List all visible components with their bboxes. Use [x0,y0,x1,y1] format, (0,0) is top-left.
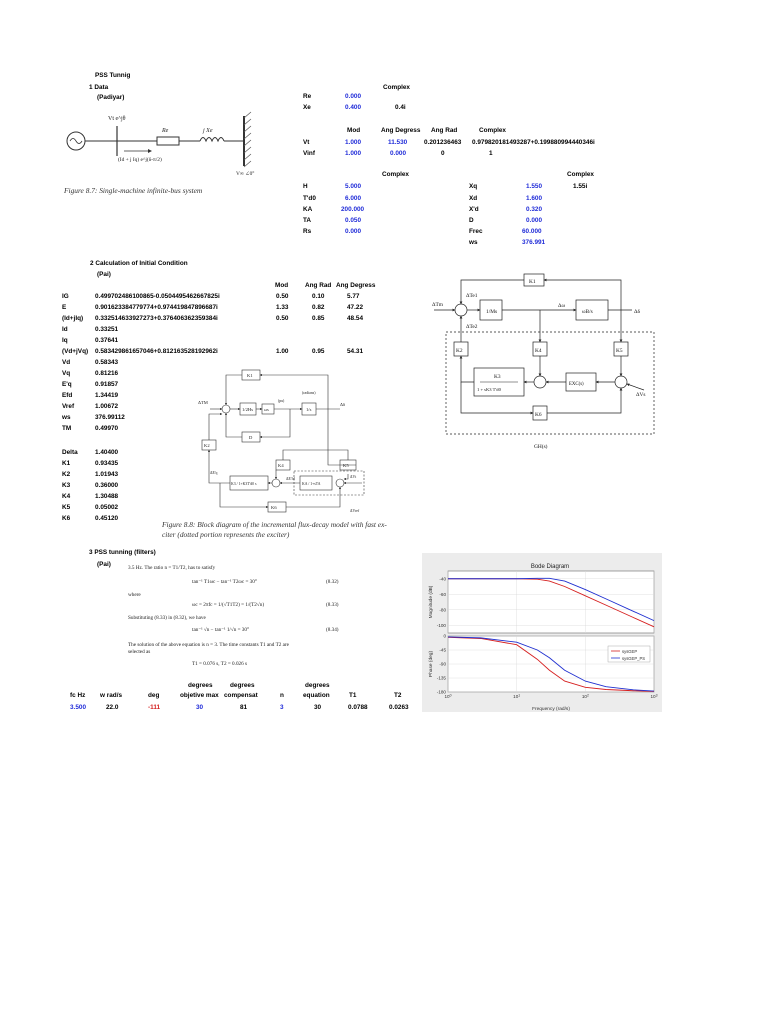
bode-xlabel: Frequency (rad/s) [532,707,570,712]
magnitude-tick-label: -80 [439,607,446,613]
x-tick-label: $10^0$ [444,693,452,699]
tdo-label: T'd0 [303,195,316,202]
x-tick-label: $10^2$ [581,693,589,699]
magnitude-tick-label: -40 [439,576,446,582]
blk2-tm: ΔTm [432,302,443,308]
init-row-rad: 0.85 [312,315,325,322]
legend-sysgep-ps: sysGEP_PS [622,656,646,661]
complex-header-2: Complex [382,171,409,178]
init-row-label: Id [62,326,68,333]
blk2-k5: K5 [616,348,623,354]
init-row-value: 1.00672 [95,403,119,410]
phase-tick-label: -135 [436,675,446,681]
init-row-label: Efd [62,392,73,399]
hdr-n: n [280,692,284,699]
ta-value[interactable]: 0.050 [345,217,361,224]
init-row-value: 0.49970 [95,425,119,432]
h-value[interactable]: 5.000 [345,183,361,190]
blk2-k2: K2 [456,348,463,354]
val-wrad: 22.0 [106,704,119,711]
vt-complex: 0.979820181493287+0.199880994440346i [472,139,595,146]
d-value[interactable]: 0.000 [526,217,542,224]
xd-label: Xd [469,195,478,202]
xq-label: Xq [469,183,478,190]
section-3-title: 3 PSS tunning (filters) [89,549,156,556]
blk1-k6: K6 [271,505,277,510]
hdr-t2: T2 [394,692,402,699]
init-row-value: 0.332514633927273+0.376406362359384i [95,315,218,322]
constant-value: 0.36000 [95,482,119,489]
section-3-source: (Pai) [97,561,111,568]
xpd-label: X'd [469,206,479,213]
constant-value: 0.93435 [95,460,119,467]
blk2-k1: K1 [529,279,536,285]
blk1-exc: KA / 1+sTA [302,482,321,486]
rs-label: Rs [303,228,312,235]
x-tick-label: $10^1$ [513,693,521,699]
blk2-ghs: GH(s) [534,444,548,450]
constant-label: K2 [62,471,71,478]
xd-value[interactable]: 1.600 [526,195,542,202]
x-tick-label: $10^3$ [650,693,658,699]
vt-mod[interactable]: 1.000 [345,139,361,146]
val-compensat: 81 [240,704,248,711]
blk1-field: K3 / 1+K3T'd0 s [231,482,257,486]
textbook-eq3-num: (8.34) [326,627,339,633]
val-objetive[interactable]: 30 [196,704,204,711]
d-label: D [469,217,474,224]
blk1-radians: (radians) [302,391,316,395]
ta-label: TA [303,217,312,224]
init-row-rad: 0.95 [312,348,325,355]
section-1-source: (Padiyar) [97,94,125,101]
sum-junction-2 [272,479,280,487]
hdr-degrees-b: degrees [230,682,255,689]
blk2-omega: Δω [558,303,566,309]
gh-block-diagram [430,266,660,462]
vinf-deg[interactable]: 0.000 [390,150,406,157]
blk2-te2: ΔTe2 [466,324,478,330]
vt-deg[interactable]: 11.530 [388,139,408,146]
gh-dotted-region [446,332,654,434]
blk2-k4: K4 [535,348,542,354]
constant-value: 0.45120 [95,515,119,522]
complex-header-3: Complex [567,171,594,178]
init-row-deg: 54.31 [347,348,363,355]
blk2-k6: K6 [535,412,542,418]
init-row-value: 0.499702486100865-0.0504495462667825i [95,293,220,300]
blk2-delta: Δδ [634,309,641,315]
block1-caption-line1: Figure 8.8: Block diagram of the incremental flux-decay model with fast ex- [162,520,387,529]
xe-value[interactable]: 0.400 [345,104,361,111]
bode-diagram-chart [422,553,662,712]
page-title: PSS Tunnig [95,72,131,79]
complex-header-1: Complex [383,84,410,91]
smib-re-label: Re [162,128,169,134]
blk1-pu: (pu) [278,399,285,403]
val-n[interactable]: 3 [280,704,284,711]
blk2-vs: ΔVs [636,392,646,398]
blk1-k2: K2 [204,443,210,448]
val-fc[interactable]: 3.500 [70,704,86,711]
col-ang-rad: Ang Rad [431,127,458,134]
init-row-label: TM [62,425,72,432]
init-col-mod: Mod [275,282,289,289]
bode-legend [608,646,650,662]
hdr-wrad: w rad/s [100,692,123,699]
textbook-excerpt [128,563,368,673]
re-value[interactable]: 0.000 [345,93,361,100]
sum-junction-2 [534,376,546,388]
blk2-te1: ΔTe1 [466,293,478,299]
blk1-k5: K5 [343,463,349,468]
blk1-efd: ΔE'fd [286,477,295,481]
phase-ylabel: Phase (deg) [429,650,434,678]
xe-complex: 0.4i [395,104,406,111]
init-row-label: Vd [62,359,71,366]
blk1-vref: ΔVref [350,509,360,513]
init-row-value: 0.58343 [95,359,119,366]
h-label: H [303,183,308,190]
init-row-label: (Vd+jVq) [62,348,89,355]
smib-current-label: (Id + j Iq) e^j(δ-π/2) [118,157,162,163]
init-row-label: (Id+jIq) [62,315,84,322]
init-row-mod: 0.50 [276,293,289,300]
constant-label: Delta [62,449,78,456]
frec-value[interactable]: 60.000 [522,228,542,235]
init-row-deg: 5.77 [347,293,360,300]
blk1-ws: ωs [264,407,269,412]
init-row-value: 0.91857 [95,381,119,388]
blk1-tm: ΔTM [198,400,208,405]
hdr-degrees-a: degrees [188,682,213,689]
ka-label: KA [303,206,313,213]
block1-caption-line2: citer (dotted portion represents the exciter) [162,530,290,539]
smib-vt-label: Vt e^jθ [108,116,126,122]
hdr-t1: T1 [349,692,357,699]
init-row-label: ws [62,414,71,421]
init-row-value: 0.33251 [95,326,119,333]
frec-label: Frec [469,228,483,235]
xpd-value[interactable]: 0.320 [526,206,542,213]
init-row-label: IG [62,293,69,300]
xq-value[interactable]: 1.550 [526,183,542,190]
magnitude-panel [448,571,654,633]
xq-complex: 1.55i [573,183,588,190]
col-complex: Complex [479,127,506,134]
init-row-label: Vq [62,370,71,377]
init-row-label: E'q [62,381,72,388]
phase-tick-label: 0 [443,633,446,639]
hdr-degrees-c: degrees [305,682,330,689]
textbook-eq2: ωc = 2πfc = 1/(√T1T2) = 1/(T2√n) [192,602,265,608]
textbook-eq1: tan⁻¹ T1ωc − tan⁻¹ T2ωc = 30° [192,579,257,585]
hdr-deg: deg [148,692,160,699]
vinf-rad: 0 [441,150,445,157]
textbook-eq2-num: (8.33) [326,602,339,608]
blk1-integ: 1/s [306,407,312,412]
blk2-field-den: 1 + sK3 T'd0 [477,387,501,392]
init-col-ang-deg: Ang Degress [336,282,376,289]
init-row-value: 0.37641 [95,337,119,344]
section-1-title: 1 Data [89,84,109,91]
hdr-compensat: compensat [224,692,258,699]
constant-value: 0.05002 [95,504,119,511]
init-row-rad: 0.82 [312,304,325,311]
sum-junction-3 [615,376,627,388]
magnitude-tick-label: -100 [436,622,446,628]
init-row-deg: 47.22 [347,304,363,311]
reactance-xe [200,138,224,142]
smib-caption: Figure 8.7: Single-machine infinite-bus system [64,186,203,195]
init-row-value: 0.583429861657046+0.812163528192962i [95,348,218,355]
blk2-wb: ωB/s [582,309,593,315]
init-row-value: 376.99112 [95,414,125,421]
smib-vinf-label: V∞ ∠0° [236,171,255,177]
textbook-where: where [128,592,141,598]
blk1-k1: K1 [247,373,253,378]
sum-junction-3 [336,479,344,487]
init-col-ang-rad: Ang Rad [305,282,332,289]
col-mod: Mod [347,127,361,134]
textbook-eq1-num: (8.32) [326,579,339,585]
blk1-inertia: 1/2Hs [242,407,253,412]
val-equation: 30 [314,704,322,711]
blk2-exc: EXC(s) [569,382,584,387]
blk1-delta: Δδ [340,402,346,407]
section-2-title: 2 Calculation of Initial Condition [90,260,188,267]
constant-label: K3 [62,482,71,489]
sum-junction-1 [222,405,230,413]
hdr-objetive: objetive max [180,692,219,699]
col-ang-deg: Ang Degress [381,127,421,134]
section-2-source: (Pai) [97,271,111,278]
vinf-label: Vinf [303,150,315,157]
vinf-mod[interactable]: 1.000 [345,150,361,157]
init-row-value: 0.901623384779774+0.974419847896687i [95,304,218,311]
ka-value[interactable]: 200.000 [341,206,365,213]
textbook-sol1: The solution of the above equation is n = 3. The time constants T1 and T2 are [128,642,289,648]
textbook-subst: Substituting (8.33) in (8.32), we have [128,615,206,621]
textbook-sol2: selected as [128,649,151,655]
phase-tick-label: -45 [439,647,446,653]
phase-tick-label: -180 [436,689,446,695]
smib-xe-label: j Xe [203,128,213,134]
constant-label: K4 [62,493,71,500]
init-row-mod: 1.33 [276,304,289,311]
ws-label: ws [469,239,478,246]
blk2-field-num: K3 [494,374,501,380]
blk1-d: D [249,435,253,440]
textbook-line1: 3.5 Hz. The ratio n = T1/T2, has to satisfy [128,565,216,571]
blk1-k4: K4 [278,463,284,468]
constant-value: 1.01943 [95,471,119,478]
init-row-rad: 0.10 [312,293,325,300]
hdr-fc: fc Hz [70,692,86,699]
init-row-value: 1.34419 [95,392,119,399]
val-t1: 0.0788 [348,704,368,711]
rs-value[interactable]: 0.000 [345,228,361,235]
init-row-label: E [62,304,67,311]
blk1-vt: ΔVt [350,475,357,479]
phase-tick-label: -90 [439,661,446,667]
init-row-mod: 1.00 [276,348,289,355]
vinf-complex: 1 [489,150,493,157]
tdo-value[interactable]: 6.000 [345,195,361,202]
vt-rad: 0.201236463 [424,139,462,146]
xe-label: Xe [303,104,311,111]
init-row-value: 0.81216 [95,370,119,377]
constant-label: K1 [62,460,71,467]
resistance-re [157,137,179,145]
constant-label: K5 [62,504,71,511]
init-row-label: Vref [62,403,75,410]
init-row-mod: 0.50 [276,315,289,322]
constant-value: 1.30488 [95,493,119,500]
legend-sysgep: sysGEP [622,649,638,654]
textbook-eq3: tan⁻¹ √n − tan⁻¹ 1/√n = 30° [192,627,250,633]
init-row-deg: 48.54 [347,315,363,322]
hdr-equation: equation [303,692,330,699]
init-row-label: Iq [62,337,68,344]
blk1-eq: ΔE'q [210,471,218,475]
sum-junction-1 [455,304,467,316]
bode-title: Bode Diagram [530,564,570,570]
ws-value[interactable]: 376.991 [522,239,546,246]
flux-decay-block-diagram [190,362,370,520]
textbook-eq4: T1 = 0.076 s, T2 = 0.026 s [192,661,248,667]
blk2-ms: 1/Ms [486,309,498,315]
constant-value: 1.40400 [95,449,119,456]
constant-label: K6 [62,515,71,522]
vt-label: Vt [303,139,310,146]
re-label: Re [303,93,312,100]
magnitude-ylabel: Magnitude (dB) [429,585,434,619]
magnitude-tick-label: -60 [439,591,446,597]
val-deg: -111 [148,704,161,711]
val-t2: 0.0263 [389,704,409,711]
